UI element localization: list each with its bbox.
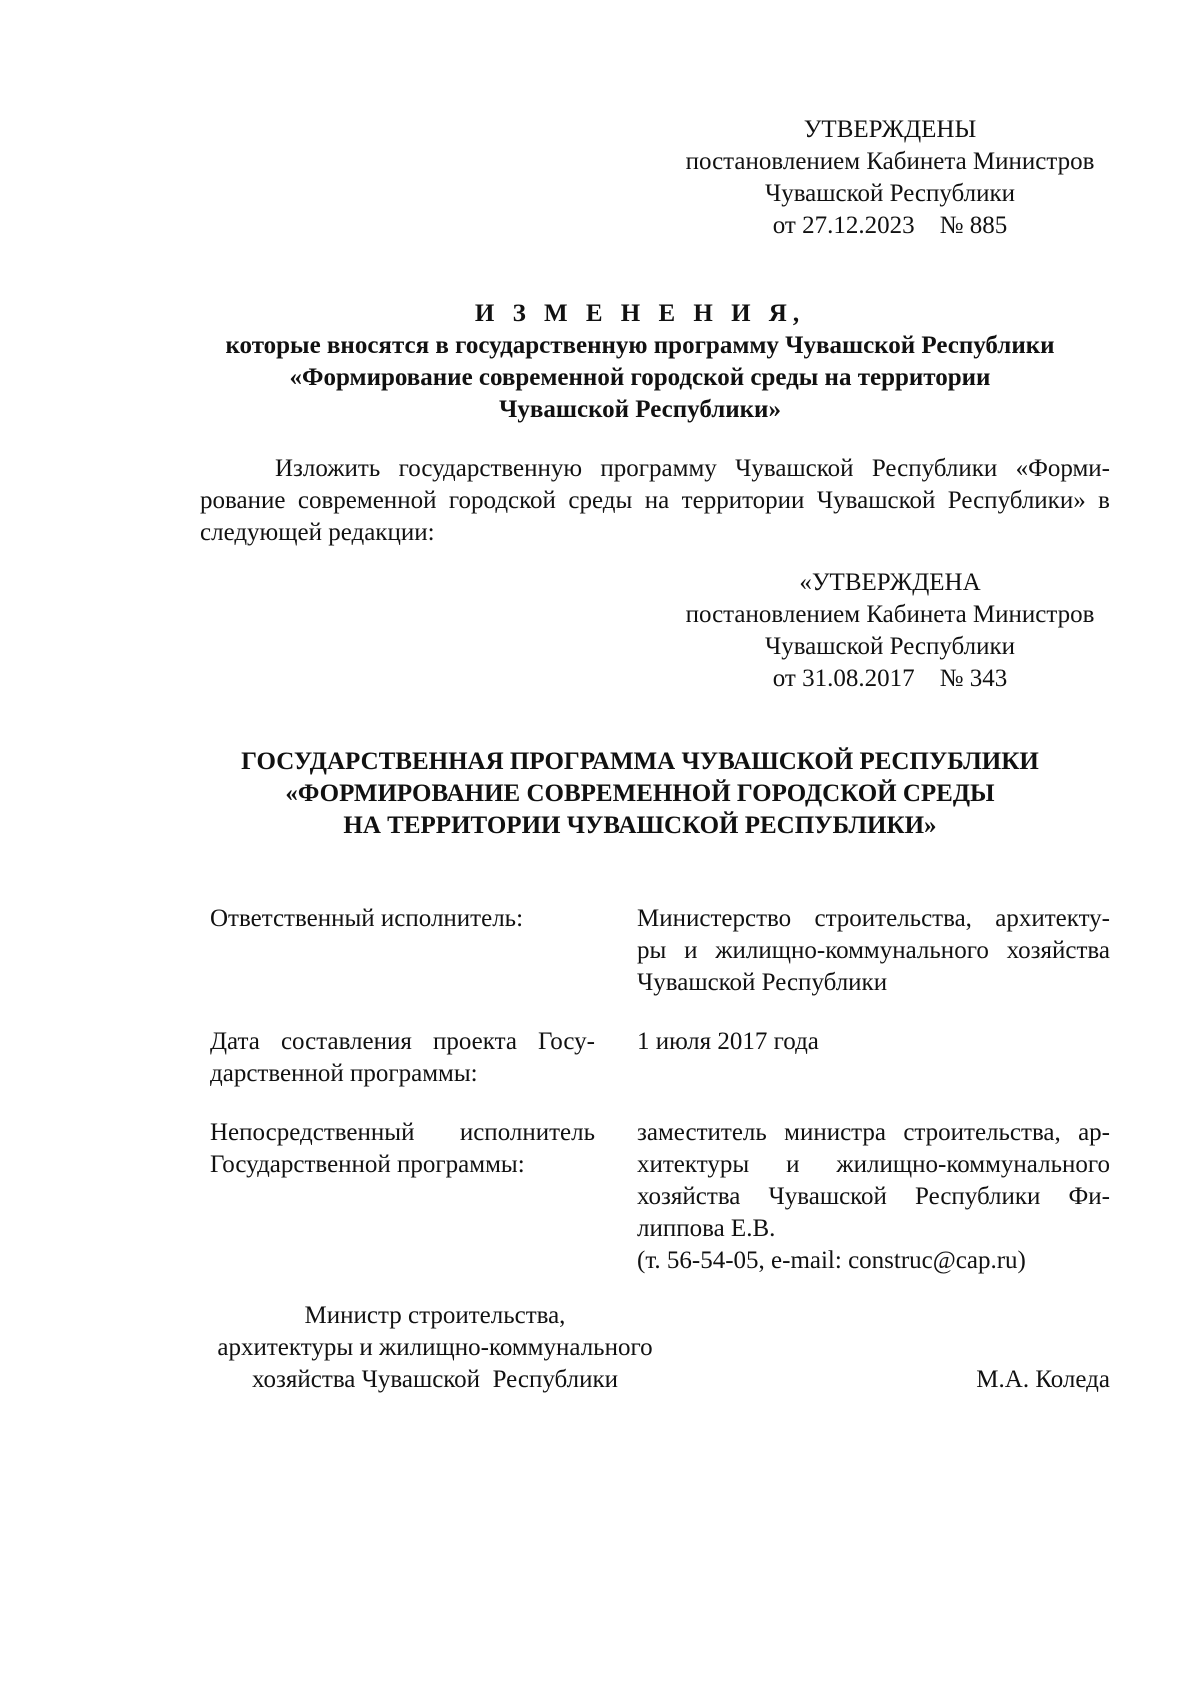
changes-subtitle-line2: «Формирование современной городской среды на территории xyxy=(289,364,991,391)
responsible-value xyxy=(637,903,1110,999)
executor-label-line2: Государственной программы: xyxy=(210,1151,525,1178)
signatory-title xyxy=(200,1300,670,1396)
date-label-line2: дарственной программы: xyxy=(210,1060,478,1087)
executor-value-line1: заместитель министра строительства, ар- xyxy=(637,1119,1110,1146)
changes-title xyxy=(200,298,1080,426)
program-approval-date-number: от 31.08.2017 № 343 xyxy=(772,665,1008,692)
date-label-line1: Дата составления проекта Госу- xyxy=(210,1028,595,1055)
executor-value xyxy=(637,1117,1110,1277)
program-approval-authority: постановлением Кабинета Министров xyxy=(685,601,1095,628)
responsible-label-text: Ответственный исполнитель: xyxy=(210,905,524,932)
executor-label xyxy=(210,1117,595,1181)
intro-line3: следующей редакции: xyxy=(200,519,435,546)
responsible-value-line2: ры и жилищно-коммунального хозяйства xyxy=(637,937,1110,964)
intro-line1: Изложить государственную программу Чувашской Республики «Форми- xyxy=(275,455,1110,482)
changes-heading: И З М Е Н Е Н И Я, xyxy=(474,300,806,327)
approval-authority: постановлением Кабинета Министров xyxy=(685,148,1095,175)
intro-paragraph xyxy=(200,453,1110,549)
changes-subtitle-line3: Чувашской Республики» xyxy=(499,396,781,423)
date-value xyxy=(637,1026,1110,1058)
responsible-label xyxy=(210,903,595,935)
responsible-value-line1: Министерство строительства, архитекту- xyxy=(637,905,1110,932)
approval-heading: УТВЕРЖДЕНЫ xyxy=(803,116,977,143)
date-value-text: 1 июля 2017 года xyxy=(637,1028,819,1055)
program-title-line3: НА ТЕРРИТОРИИ ЧУВАШСКОЙ РЕСПУБЛИКИ» xyxy=(343,812,937,839)
approval-block-program xyxy=(670,567,1110,695)
signatory-title-line2: архитектуры и жилищно-коммунального xyxy=(217,1334,653,1361)
executor-value-line3: хозяйства Чувашской Республики Фи- xyxy=(637,1183,1110,1210)
program-approval-region: Чувашской Республики xyxy=(764,633,1016,660)
executor-value-line4: липпова Е.В. xyxy=(637,1215,776,1242)
program-approval-heading: «УТВЕРЖДЕНА xyxy=(799,569,981,596)
signatory-title-line3: хозяйства Чувашской Республики xyxy=(252,1366,618,1393)
responsible-value-line3: Чувашской Республики xyxy=(637,969,888,996)
executor-value-line2: хитектуры и жилищно-коммунального xyxy=(637,1151,1110,1178)
date-label xyxy=(210,1026,595,1090)
signatory-title-line1: Министр строительства, xyxy=(304,1302,566,1329)
approval-block-top xyxy=(670,114,1110,242)
program-title-line1: ГОСУДАРСТВЕННАЯ ПРОГРАММА ЧУВАШСКОЙ РЕСПУБЛИКИ xyxy=(241,748,1039,775)
signatory-name: М.А. Коледа xyxy=(976,1366,1110,1393)
executor-label-line1: Непосредственный исполнитель xyxy=(210,1119,595,1146)
approval-date-number: от 27.12.2023 № 885 xyxy=(772,212,1008,239)
approval-region: Чувашской Республики xyxy=(764,180,1016,207)
executor-value-line5: (т. 56-54-05, e-mail: construc@cap.ru) xyxy=(637,1247,1026,1274)
program-title xyxy=(200,746,1080,842)
changes-subtitle-line1: которые вносятся в государственную программу Чувашской Республики xyxy=(225,332,1055,359)
program-title-line2: «ФОРМИРОВАНИЕ СОВРЕМЕННОЙ ГОРОДСКОЙ СРЕДЫ xyxy=(285,780,995,807)
intro-line2: рование современной городской среды на территории Чувашской Республики» в xyxy=(200,487,1110,514)
